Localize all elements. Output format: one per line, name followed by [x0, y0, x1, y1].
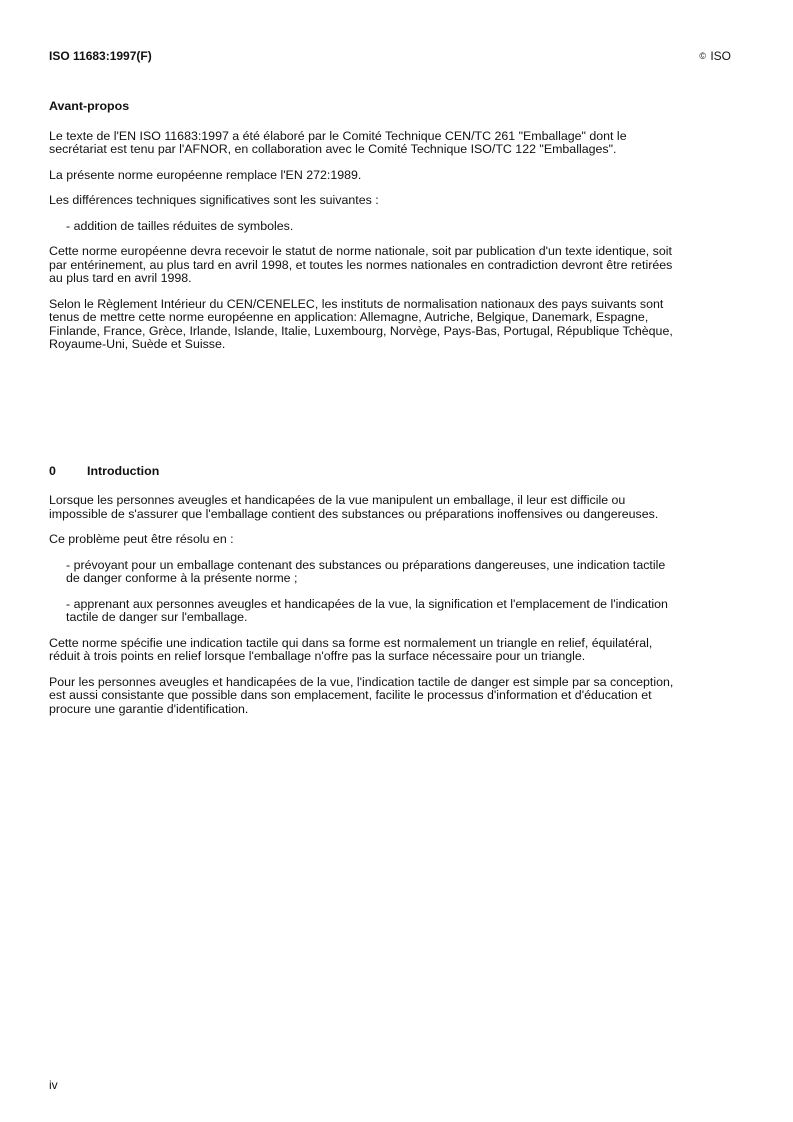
page-body [49, 100, 679, 728]
foreword-paragraph: Cette norme européenne devra recevoir le statut de norme nationale, soit par publication d'un texte identique, soit par entérinement, au plus tard en avril 1998, et toutes les normes nationales en contradiction devront être retirées au plus tard en avril 1998. [49, 244, 673, 285]
foreword-paragraph: Les différences techniques significatives sont les suivantes : [49, 193, 379, 207]
introduction-paragraph: Lorsque les personnes aveugles et handicapées de la vue manipulent un emballage, il leur est difficile ou impossible de s'assurer que l'emballage contient des substances ou préparations inoffensives ou dangereuses. [49, 493, 659, 521]
section-title: Introduction [87, 463, 160, 478]
document-id: ISO 11683:1997(F) [49, 49, 152, 63]
foreword-section [49, 100, 679, 352]
section-number: 0 [49, 463, 56, 478]
introduction-list-item: - apprenant aux personnes aveugles et handicapées de la vue, la signification et l'emplacement de l'indication tactile de danger sur l'emballage. [66, 596, 668, 624]
introduction-paragraph: Cette norme spécifie une indication tactile qui dans sa forme est normalement un triangle en relief, équilatéral, réduit à trois points en relief lorsque l'emballage n'offre pas la surface nécessaire pour un triangle. [49, 635, 653, 663]
copyright-notice [699, 49, 731, 63]
introduction-section [49, 465, 679, 717]
introduction-list-item: - prévoyant pour un emballage contenant des substances ou préparations dangereuses, une indication tactile de danger conforme à la présente norme ; [66, 557, 666, 585]
introduction-paragraph: Ce problème peut être résolu en : [49, 532, 234, 546]
copyright-symbol: © [699, 51, 706, 61]
introduction-paragraph: Pour les personnes aveugles et handicapées de la vue, l'indication tactile de danger est simple par sa conception, est aussi consistante que possible dans son emplacement, facilite le processus d'information et d'éducation et procure une garantie d'identification. [49, 674, 674, 716]
page-number: iv [49, 1078, 58, 1092]
foreword-paragraph: Selon le Règlement Intérieur du CEN/CENELEC, les instituts de normalisation nationaux des pays suivants sont tenus de mettre cette norme européenne en application: Allemagne, Autriche, Belgique, Danemark, Espagne, Finlande, France, Grèce, Irlande, Islande, Italie, Luxembourg, Norvège, Pays-Bas, Portugal, République Tchèque, Royaume-Uni, Suède et Suisse. [49, 296, 673, 351]
copyright-org: ISO [710, 49, 731, 63]
foreword-paragraph: Le texte de l'EN ISO 11683:1997 a été élaboré par le Comité Technique CEN/TC 261 "Emballage" dont le secrétariat est tenu par l'AFNOR, en collaboration avec le Comité Technique ISO/TC 122 "Emballages". [49, 128, 627, 156]
foreword-paragraph: La présente norme européenne remplace l'EN 272:1989. [49, 167, 362, 182]
foreword-list-item: - addition de tailles réduites de symboles. [66, 218, 294, 233]
introduction-heading [49, 465, 679, 479]
foreword-title: Avant-propos [49, 99, 130, 113]
